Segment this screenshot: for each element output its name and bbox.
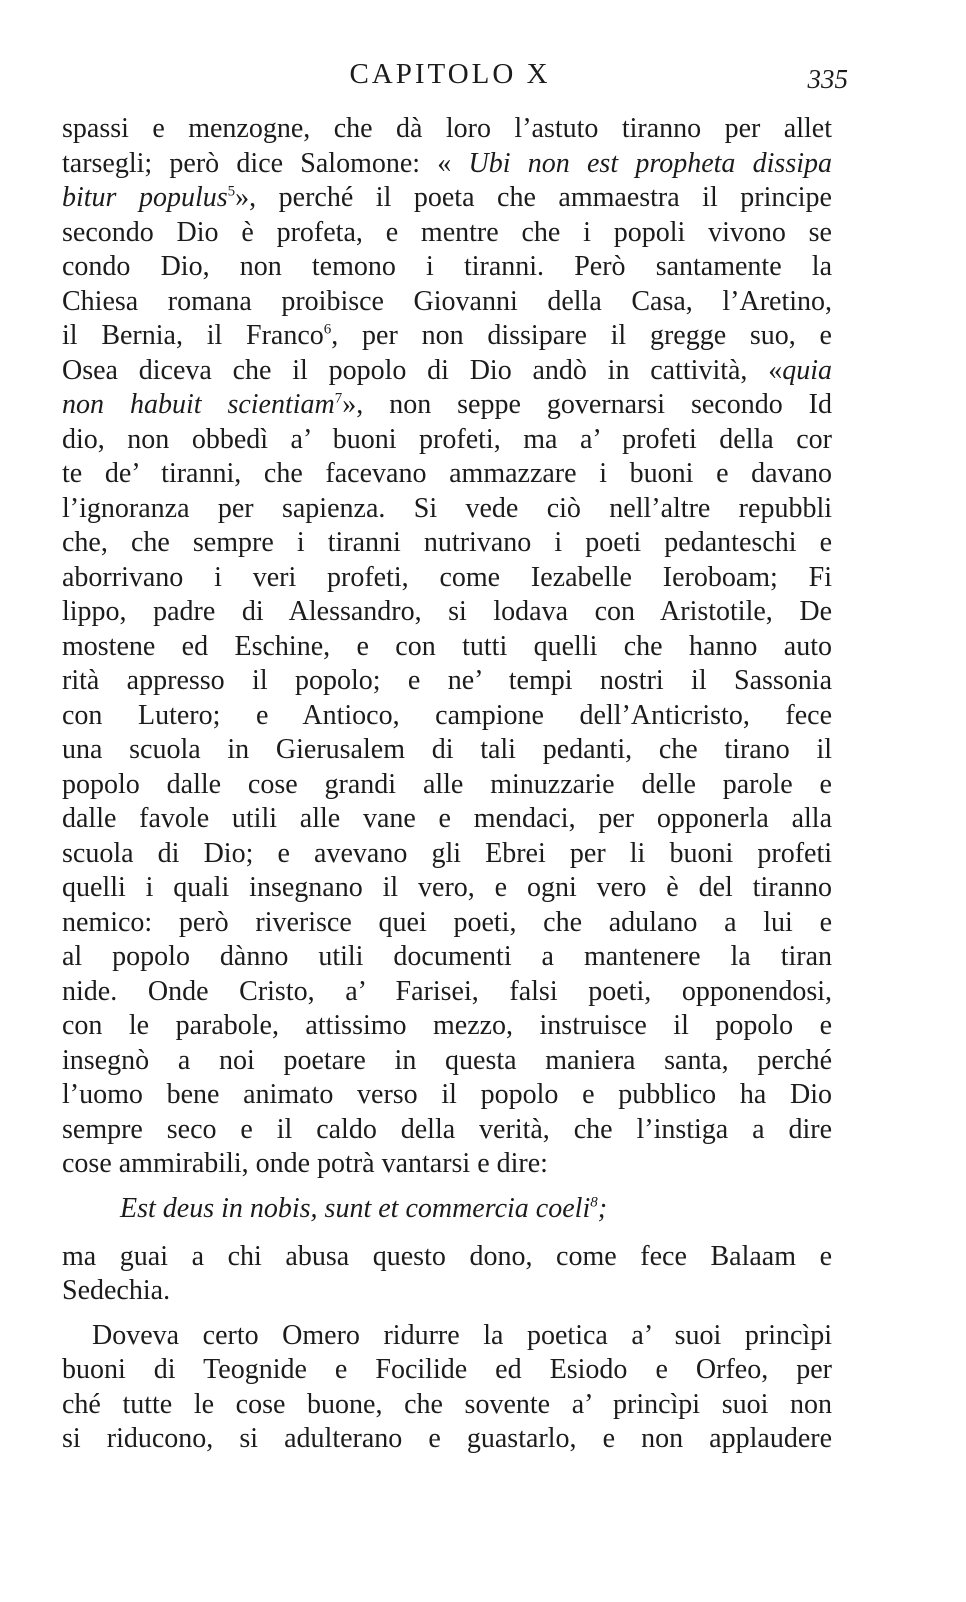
- footnote-marker: 5: [227, 183, 236, 200]
- text-run: condo Dio, non temono i tiranni. Però santamente la: [62, 251, 832, 282]
- text-run: secondo Dio è profeta, e mentre che i popoli vivono se: [62, 216, 832, 248]
- text-line: [62, 699, 832, 734]
- text-line: [62, 216, 832, 251]
- running-header: [0, 58, 966, 98]
- text-run: Doveva certo Omero ridurre la poetica a’ suoi princìpi: [92, 1319, 832, 1351]
- text-line: [62, 1113, 832, 1148]
- text-line: [62, 630, 832, 665]
- text-run: spassi e menzogne, che dà loro l’astuto tiranno per allet: [62, 113, 832, 144]
- text-run: rità appresso il popolo; e ne’ tempi nostri il Sassonia: [62, 665, 832, 696]
- text-line: [62, 250, 832, 285]
- verse-quotation: [62, 1188, 832, 1230]
- text-line: [62, 285, 832, 320]
- text-line: [62, 768, 832, 803]
- text-run: ;: [597, 1192, 608, 1224]
- text-run: nemico: però riverisce quei poeti, che adulano a lui e: [62, 906, 832, 938]
- text-line: [62, 1147, 832, 1182]
- text-line: [62, 1044, 832, 1079]
- footnote-marker: 8: [590, 1194, 598, 1211]
- text-line: [62, 112, 832, 147]
- italic-text: non habuit scientiam: [62, 389, 335, 420]
- text-run: nide. Onde Cristo, a’ Farisei, falsi poeti, opponendosi,: [62, 975, 832, 1007]
- italic-text: Ubi non est propheta dissipa: [468, 147, 832, 179]
- text-line: [62, 388, 832, 423]
- text-line: [62, 1422, 832, 1457]
- body-text: [62, 112, 832, 1457]
- text-run: aborrivano i veri profeti, come Iezabelle Ieroboam; Fi: [62, 561, 832, 593]
- text-run: », non seppe governarsi secondo Id: [342, 389, 832, 420]
- text-run: quelli i quali insegnano il vero, e ogni vero è del tiranno: [62, 872, 832, 903]
- text-run: Chiesa romana proibisce Giovanni della Casa, l’Aretino,: [62, 285, 832, 317]
- text-run: mostene ed Eschine, e con tutti quelli che hanno auto: [62, 630, 832, 662]
- text-line: [62, 561, 832, 596]
- text-line: [62, 975, 832, 1010]
- text-run: scuola di Dio; e avevano gli Ebrei per li buoni profeti: [62, 837, 832, 869]
- text-run: dio, non obbedì a’ buoni profeti, ma a’ profeti della cor: [62, 423, 832, 455]
- text-line: [62, 1274, 832, 1309]
- text-run: l’uomo bene animato verso il popolo e pubblico ha Dio: [62, 1079, 832, 1110]
- text-run: tarsegli; però dice Salomone: «: [62, 147, 469, 179]
- text-run: sempre seco e il caldo della verità, che l’instiga a dire: [62, 1113, 832, 1145]
- paragraph-3: [62, 1319, 832, 1457]
- text-line: [62, 1388, 832, 1423]
- footnote-marker: 6: [323, 321, 332, 338]
- text-run: con Lutero; e Antioco, campione dell’Anticristo, fece: [62, 699, 832, 731]
- text-run: al popolo dànno utili documenti a mantenere la tiran: [62, 941, 832, 972]
- text-line: [62, 492, 832, 527]
- text-line: [62, 802, 832, 837]
- text-run: lippo, padre di Alessandro, si lodava con Aristotile, De: [62, 596, 832, 627]
- text-run: », perché il poeta che ammaestra il principe: [235, 182, 832, 213]
- text-line: [62, 906, 832, 941]
- text-line: [62, 1009, 832, 1044]
- text-run: Osea diceva che il popolo di Dio andò in cattività, «: [62, 354, 783, 386]
- text-line: [62, 733, 832, 768]
- text-line: [62, 319, 832, 354]
- text-line: [62, 1319, 832, 1354]
- text-run: ché tutte le cose buone, che sovente a’ princìpi suoi non: [62, 1388, 832, 1420]
- text-line: [62, 1240, 832, 1275]
- paragraph-spacer: [62, 1309, 832, 1319]
- text-line: [62, 940, 832, 975]
- text-run: con le parabole, attissimo mezzo, instruisce il popolo e: [62, 1010, 832, 1041]
- text-run: insegnò a noi poetare in questa maniera santa, perché: [62, 1044, 832, 1076]
- text-line: [62, 423, 832, 458]
- text-run: si riducono, si adulterano e guastarlo, e non applaudere: [62, 1423, 832, 1454]
- italic-text: bitur populus: [62, 182, 228, 213]
- text-run: , per non dissipare il gregge suo, e: [331, 320, 832, 351]
- text-line: [62, 457, 832, 492]
- text-line: [62, 147, 832, 182]
- text-run: te de’ tiranni, che facevano ammazzare i buoni e davano: [62, 458, 832, 489]
- text-run: cose ammirabili, onde potrà vantarsi e dire:: [62, 1148, 548, 1179]
- italic-text: quia: [782, 354, 832, 386]
- text-run: Sedechia.: [62, 1275, 171, 1306]
- chapter-title: CAPITOLO X: [349, 58, 551, 90]
- text-line: [62, 526, 832, 561]
- text-line: [62, 354, 832, 389]
- text-run: il Bernia, il Franco: [62, 320, 324, 351]
- text-line: [62, 1353, 832, 1388]
- text-run: dalle favole utili alle vane e mendaci, per opponerla alla: [62, 803, 832, 834]
- italic-text: Est deus in nobis, sunt et commercia coeli: [120, 1192, 591, 1224]
- text-line: [62, 871, 832, 906]
- paragraph-2: [62, 1240, 832, 1309]
- text-line: [62, 837, 832, 872]
- text-run: popolo dalle cose grandi alle minuzzarie delle parole e: [62, 768, 832, 800]
- text-line: [62, 664, 832, 699]
- page-number: 335: [807, 64, 848, 94]
- paragraph-1: [62, 112, 832, 1182]
- text-line: [62, 181, 832, 216]
- text-line: [62, 595, 832, 630]
- text-run: ma guai a chi abusa questo dono, come fece Balaam e: [62, 1240, 832, 1272]
- text-line: [62, 1078, 832, 1113]
- text-run: buoni di Teognide e Focilide ed Esiodo e Orfeo, per: [62, 1354, 832, 1385]
- footnote-marker: 7: [334, 390, 343, 407]
- text-run: l’ignoranza per sapienza. Si vede ciò nell’altre repubbli: [62, 492, 832, 524]
- text-run: che, che sempre i tiranni nutrivano i poeti pedanteschi e: [62, 527, 832, 558]
- text-run: una scuola in Gierusalem di tali pedanti, che tirano il: [62, 734, 832, 765]
